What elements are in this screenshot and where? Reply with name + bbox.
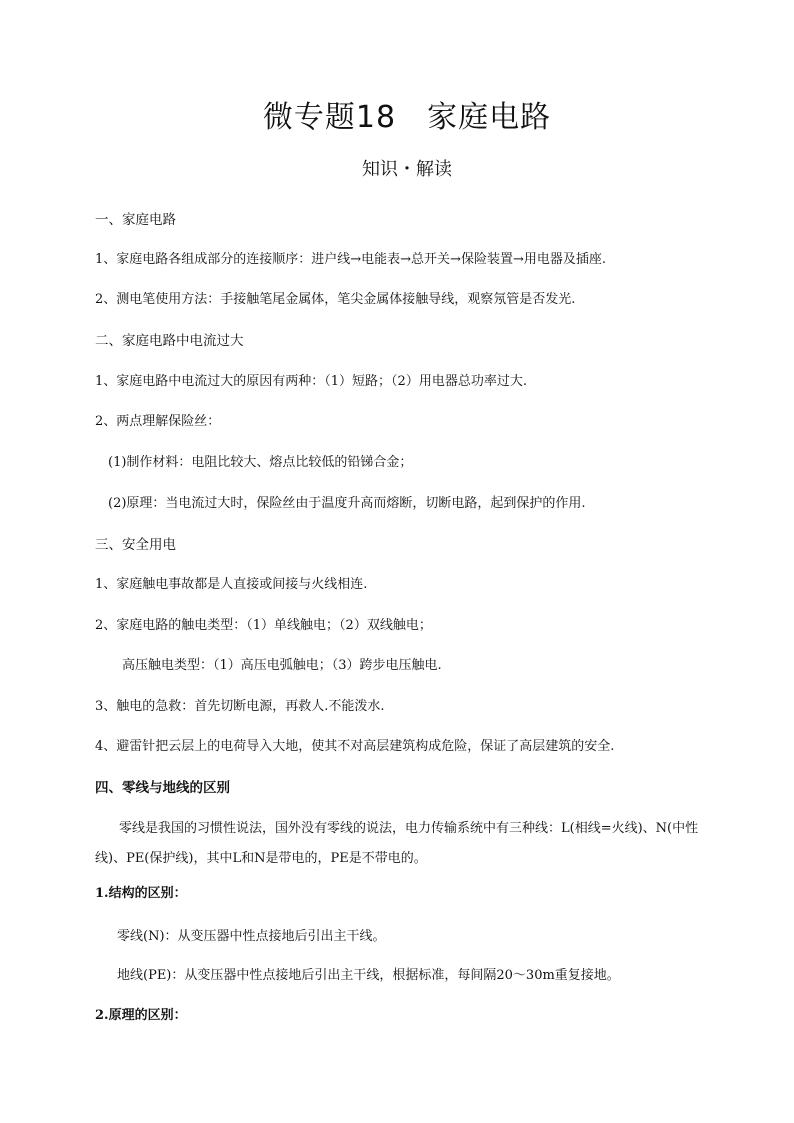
paragraph: 2、测电笔使用方法：手接触笔尾金属体，笔尖金属体接触导线，观察氖管是否发光.	[95, 292, 576, 307]
section-heading-1: 一、家庭电路	[95, 212, 176, 228]
paragraph: (2)原理：当电流过大时，保险丝由于温度升高而熔断，切断电路，起到保护的作用.	[108, 496, 586, 511]
paragraph: 零线是我国的习惯性说法，国外没有零线的说法，电力传输系统中有三种线：L(相线=火线)、N(中性线)、PE(保护线)，其中L和N是带电的，PE是不带电的。	[95, 821, 699, 866]
paragraph: 2、家庭电路的触电类型：（1）单线触电；（2）双线触电；	[95, 618, 432, 633]
paragraph: 3、触电的急救：首先切断电源，再救人.不能泼水.	[95, 699, 385, 714]
paragraph: (1)制作材料：电阻比较大、熔点比较低的铅锑合金；	[108, 455, 413, 470]
paragraph: 高压触电类型：（1）高压电弧触电；（3）跨步电压触电.	[122, 658, 442, 673]
page-subtitle: 知识・解读	[362, 159, 452, 180]
section-heading-3: 三、安全用电	[95, 537, 176, 553]
section-heading-2: 二、家庭电路中电流过大	[95, 333, 244, 349]
paragraph: 2、两点理解保险丝：	[95, 414, 221, 429]
subheading: 1.结构的区别：	[95, 886, 187, 901]
paragraph: 1、家庭电路中电流过大的原因有两种：（1）短路；（2）用电器总功率过大.	[95, 374, 527, 389]
section-heading-4: 四、零线与地线的区别	[95, 780, 230, 796]
subheading: 2.原理的区别：	[95, 1008, 187, 1023]
paragraph: 1、家庭触电事故都是人直接或间接与火线相连.	[95, 577, 368, 592]
page-title: 微专题18 家庭电路	[262, 100, 552, 135]
paragraph: 零线(N)：从变压器中性点接地后引出主干线。	[117, 929, 386, 944]
paragraph: 1、家庭电路各组成部分的连接顺序：进户线→电能表→总开关→保险装置→用电器及插座.	[95, 252, 606, 267]
paragraph: 4、避雷针把云层上的电荷导入大地，使其不对高层建筑构成危险，保证了高层建筑的安全.	[95, 739, 615, 754]
paragraph: 地线(PE)：从变压器中性点接地后引出主干线，根据标准，每间隔20～30m重复接地。	[117, 968, 620, 983]
